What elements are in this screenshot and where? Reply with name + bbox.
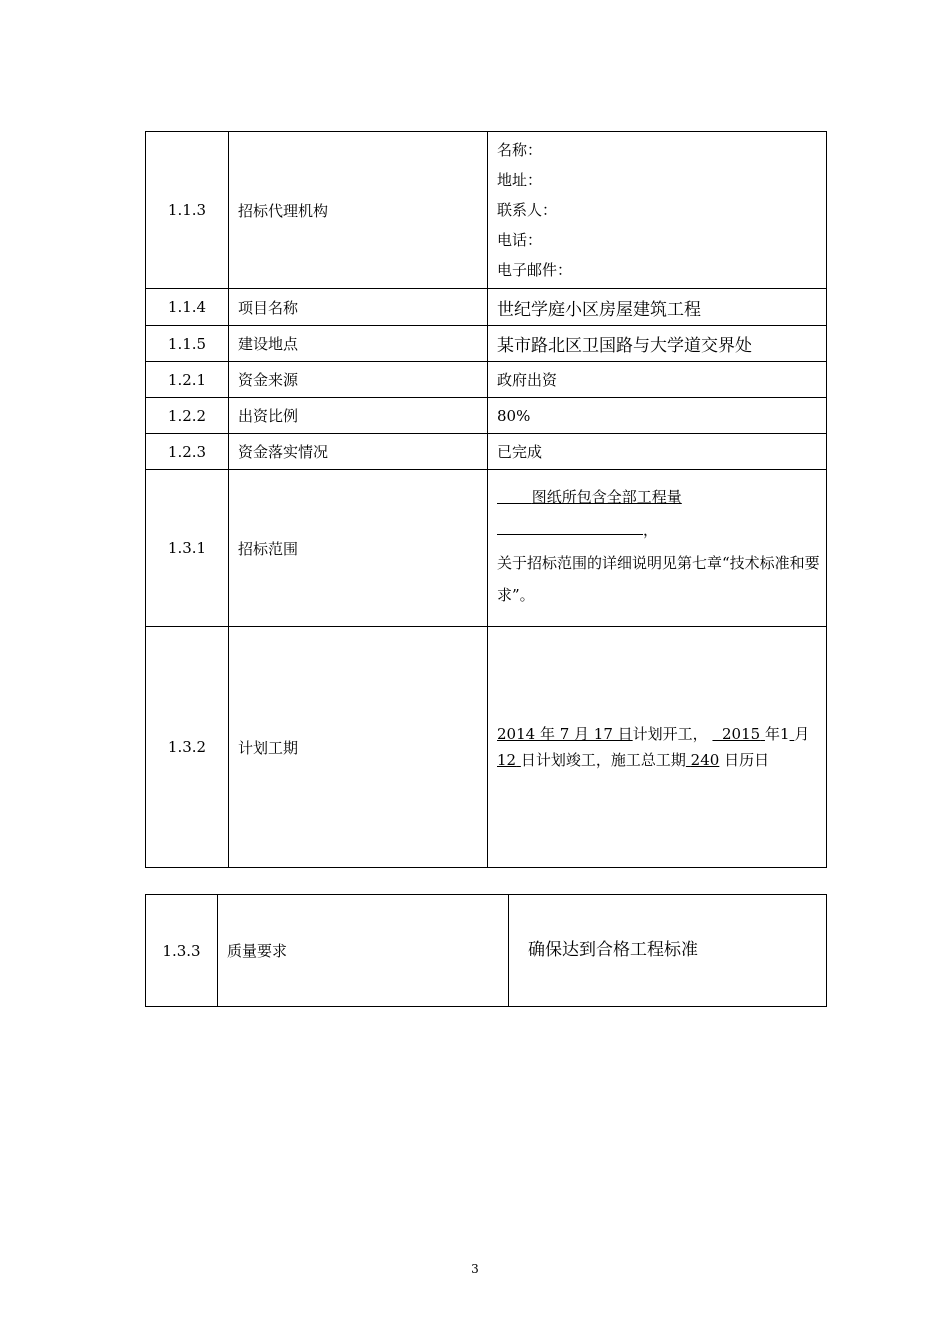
end-day-value: 12 <box>497 751 517 769</box>
tender-data-table <box>145 131 827 868</box>
duration <box>686 751 719 769</box>
row-number: 1.2.1 <box>146 362 229 398</box>
fund-source-value: 政府出资 <box>488 362 827 398</box>
row-number: 1.3.2 <box>146 627 229 868</box>
row-label: 招标范围 <box>229 470 488 627</box>
table-row <box>146 398 827 434</box>
location-value: 某市路北区卫国路与大学道交界处 <box>488 326 827 362</box>
agency-phone-label: 电话： <box>497 231 543 249</box>
scope-note: 关于招标范围的详细说明见第七章“技术标准和要求”。 <box>497 554 820 604</box>
agency-address-label: 地址： <box>497 171 543 189</box>
table-row <box>146 289 827 326</box>
table-row <box>146 895 827 1007</box>
end-year <box>712 725 765 743</box>
agency-email-label: 电子邮件： <box>497 261 573 279</box>
row-label: 资金落实情况 <box>229 434 488 470</box>
row-number: 1.2.2 <box>146 398 229 434</box>
scope-blank-suffix: ， <box>643 521 659 539</box>
page-number: 3 <box>471 1262 479 1276</box>
table-row <box>146 627 827 868</box>
scope-summary-text <box>497 488 682 506</box>
end-day <box>497 751 521 769</box>
row-number: 1.1.4 <box>146 289 229 326</box>
duration-value: 240 <box>690 751 720 769</box>
row-number: 1.1.5 <box>146 326 229 362</box>
row-label: 出资比例 <box>229 398 488 434</box>
row-number: 1.3.3 <box>146 895 218 1007</box>
end-month: 1 <box>779 725 790 743</box>
table-row <box>146 434 827 470</box>
quality-value <box>509 895 827 1007</box>
project-name-value: 世纪学庭小区房屋建筑工程 <box>488 289 827 326</box>
row-label: 建设地点 <box>229 326 488 362</box>
row-label: 计划工期 <box>229 627 488 868</box>
table-row <box>146 132 827 289</box>
fund-status-value: 已完成 <box>488 434 827 470</box>
table-row <box>146 362 827 398</box>
scope-summary <box>497 485 820 509</box>
agency-name-label: 名称： <box>497 141 543 159</box>
table-row <box>146 326 827 362</box>
scope-details <box>488 470 827 627</box>
table-row <box>146 470 827 627</box>
end-year-value: 2015 <box>722 725 761 743</box>
schedule-details <box>488 627 827 868</box>
scope-blank-line <box>497 515 820 545</box>
start-text: 计划开工， <box>632 725 708 743</box>
start-date: 2014 年 7 月 17 日 <box>497 725 633 743</box>
row-label: 招标代理机构 <box>229 132 488 289</box>
fund-ratio-value: 80% <box>488 398 827 434</box>
scope-blank <box>497 518 643 535</box>
duration-unit: 日历日 <box>724 751 770 769</box>
month-char: 月 <box>794 725 810 743</box>
quality-table <box>145 894 827 1007</box>
row-number: 1.2.3 <box>146 434 229 470</box>
agency-contact-label: 联系人： <box>497 201 558 219</box>
year-char: 年 <box>764 725 780 743</box>
row-number: 1.3.1 <box>146 470 229 627</box>
scope-summary-value: 图纸所包含全部工程量 <box>531 488 682 506</box>
row-label: 项目名称 <box>229 289 488 326</box>
end-text: 日计划竣工，施工总工期 <box>520 751 686 769</box>
row-label: 资金来源 <box>229 362 488 398</box>
agency-details <box>488 132 827 289</box>
quality-value-text: 确保达到合格工程标准 <box>528 940 698 960</box>
row-number: 1.1.3 <box>146 132 229 289</box>
row-label: 质量要求 <box>218 895 509 1007</box>
